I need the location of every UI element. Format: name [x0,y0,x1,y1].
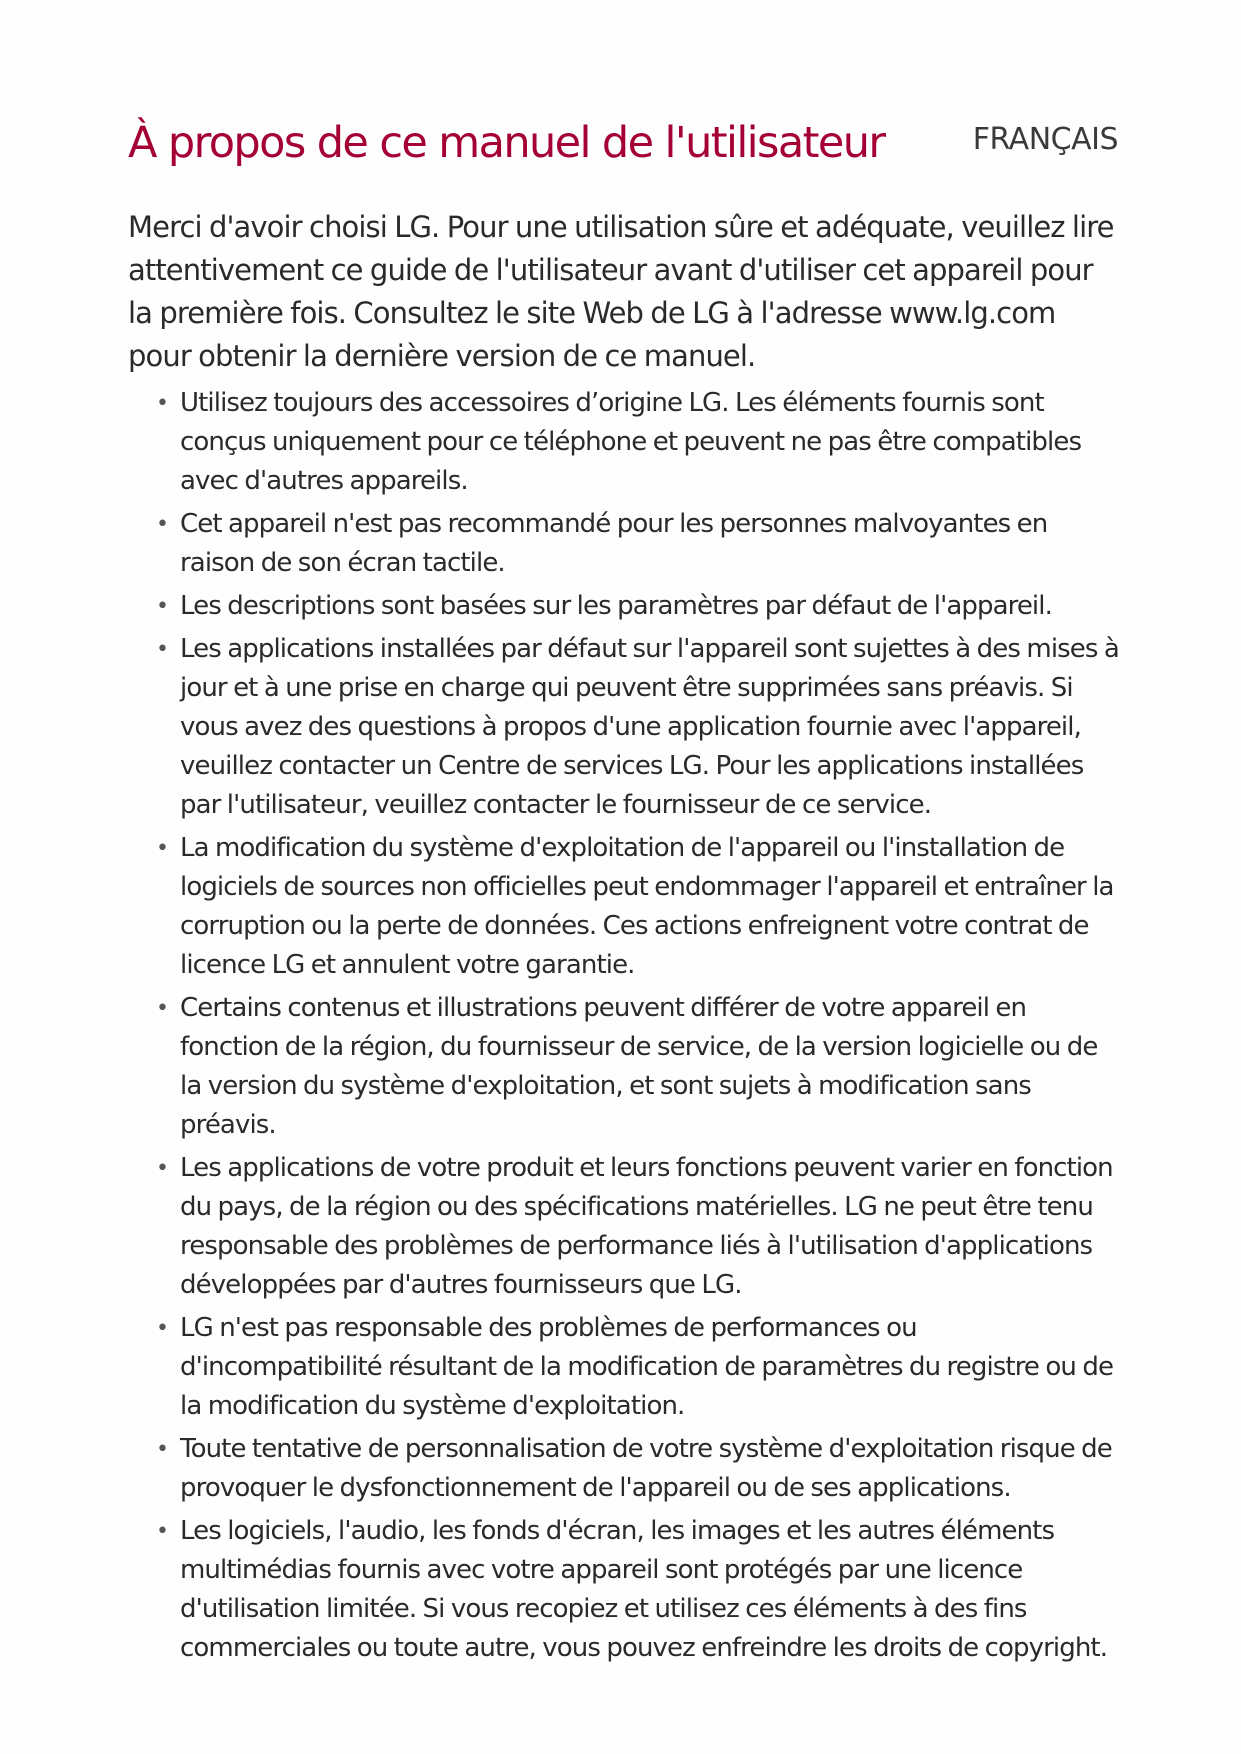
bullet-icon: • [156,391,169,416]
list-item [150,1309,1120,1426]
language-label: FRANÇAIS [972,122,1118,157]
list-item-text: Utilisez toujours des accessoires d’origine LG. Les éléments fournis sont conçus uniquement pour ce téléphone et peuvent ne pas être compatibles avec d'autres appareils. [180,388,1082,496]
list-item [150,1512,1120,1668]
list-item-text: LG n'est pas responsable des problèmes de performances ou d'incompatibilité résultant de la modification de paramètres du registre ou de la modification du système d'exploitation. [180,1313,1114,1421]
page-header [128,118,1118,188]
bullet-icon: • [156,836,169,861]
bullet-icon: • [156,996,169,1021]
list-item-text: Les applications installées par défaut sur l'appareil sont sujettes à des mises à jour et à une prise en charge qui peuvent être supprimées sans préavis. Si vous avez des questions à propos d'une application fournie avec l'appareil, veuillez contacter un Centre de services LG. Pour les applications installées par l'utilisateur, veuillez contacter le fournisseur de ce service. [180,634,1119,820]
list-item [150,829,1120,985]
bullet-icon: • [156,1437,169,1462]
bullet-icon: • [156,1316,169,1341]
list-item [150,630,1120,825]
bullet-icon: • [156,594,169,619]
list-item [150,384,1120,501]
list-item-text: Certains contenus et illustrations peuvent différer de votre appareil en fonction de la région, du fournisseur de service, de la version logicielle ou de la version du système d'exploitation, et sont sujets à modification sans préavis. [180,993,1098,1140]
list-item [150,1430,1120,1508]
list-item [150,1149,1120,1305]
bullet-icon: • [156,512,169,537]
list-item-text: Les logiciels, l'audio, les fonds d'écran, les images et les autres éléments multimédias fournis avec votre appareil sont protégés par une licence d'utilisation limitée. Si vous recopiez et utilisez ces éléments à des fins commerciales ou toute autre, vous pouvez enfreindre les droits de copyright. [180,1516,1108,1663]
list-item [150,989,1120,1145]
list-item-text: Cet appareil n'est pas recommandé pour les personnes malvoyantes en raison de son écran tactile. [180,509,1048,578]
bullet-icon: • [156,1519,169,1544]
intro-paragraph: Merci d'avoir choisi LG. Pour une utilisation sûre et adéquate, veuillez lire attentivement ce guide de l'utilisateur avant d'utiliser cet appareil pour la première fois. Consultez le site Web de LG à l'adresse www.lg.com pour obtenir la dernière version de ce manuel. [128,210,1114,373]
notice-list [150,384,1120,1672]
list-item-text: Les descriptions sont basées sur les paramètres par défaut de l'appareil. [180,591,1052,621]
page-title: À propos de ce manuel de l'utilisateur [128,118,885,168]
list-item [150,505,1120,583]
list-item-text: Les applications de votre produit et leurs fonctions peuvent varier en fonction du pays, de la région ou des spécifications matérielles. LG ne peut être tenu responsable des problèmes de performance liés à l'utilisation d'applications développées par d'autres fournisseurs que LG. [180,1153,1113,1300]
list-item [150,587,1120,626]
list-item-text: Toute tentative de personnalisation de votre système d'exploitation risque de provoquer le dysfonctionnement de l'appareil ou de ses applications. [180,1434,1112,1503]
bullet-icon: • [156,637,169,662]
list-item-text: La modification du système d'exploitation de l'appareil ou l'installation de logiciels de sources non officielles peut endommager l'appareil et entraîner la corruption ou la perte de données. Ces actions enfreignent votre contrat de licence LG et annulent votre garantie. [180,833,1114,980]
bullet-icon: • [156,1156,169,1181]
